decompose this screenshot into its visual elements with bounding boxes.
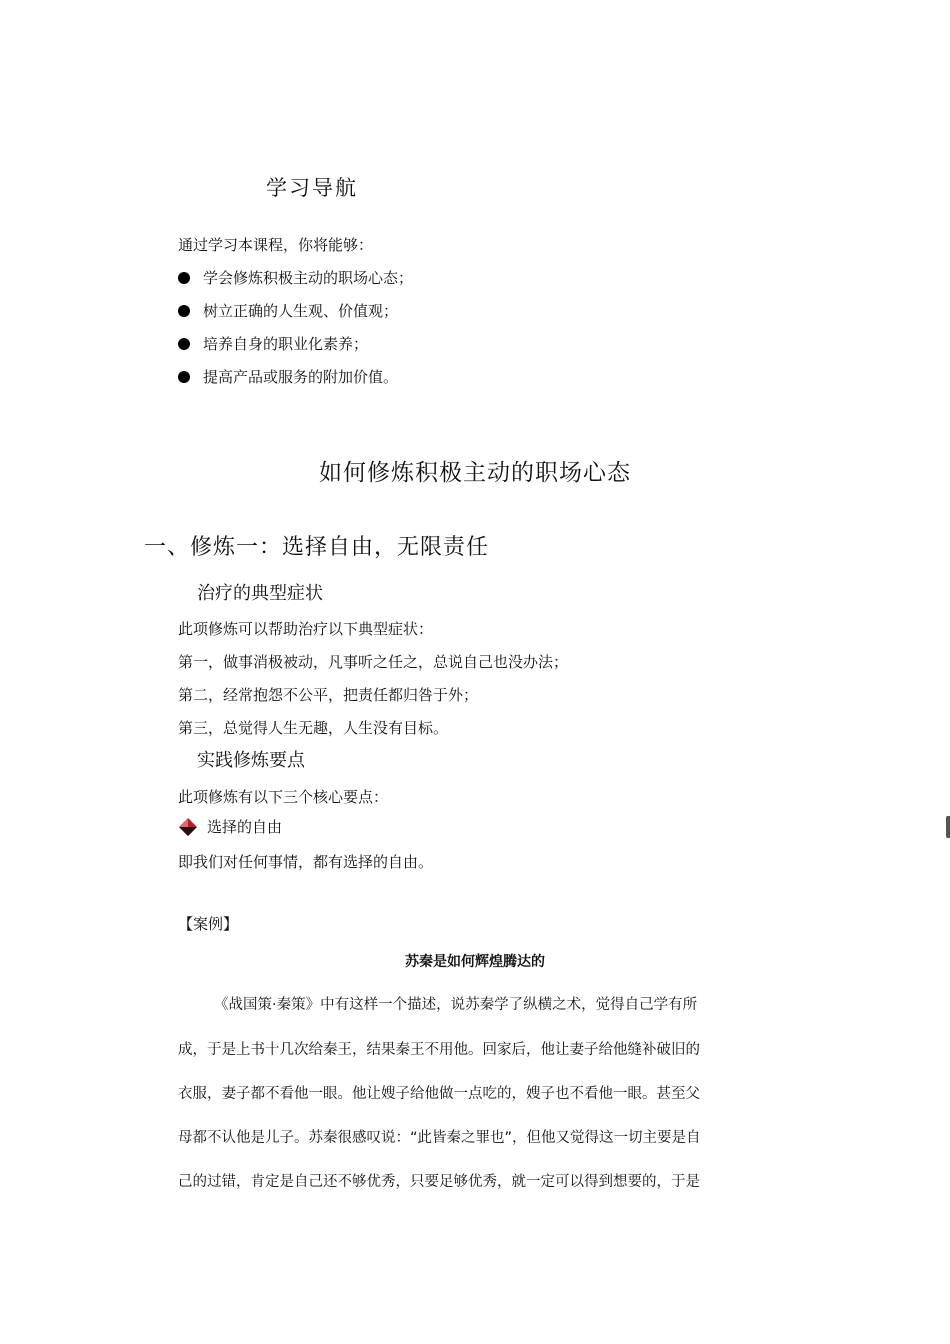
diamond-bullet-icon <box>178 817 198 837</box>
bullet-icon <box>178 338 190 350</box>
point-text: 即我们对任何事情，都有选择的自由。 <box>178 853 434 871</box>
bullet-icon <box>178 272 190 284</box>
bullet-icon <box>178 371 190 383</box>
symptom-line: 第一，做事消极被动，凡事听之任之，总说自己也没办法； <box>178 653 569 671</box>
nav-title: 学习导航 <box>266 176 358 200</box>
practice-heading: 实践修炼要点 <box>197 750 305 771</box>
case-label: 【案例】 <box>178 915 239 933</box>
bullet-icon <box>178 305 190 317</box>
case-paragraph-line: 衣服，妻子都不看他一眼。他让嫂子给他做一点吃的，嫂子也不看他一眼。甚至父 <box>178 1086 700 1102</box>
symptom-line: 第三，总觉得人生无趣，人生没有目标。 <box>178 719 449 737</box>
goal-text: 培养自身的职业化素养； <box>203 335 369 353</box>
goal-item <box>178 366 398 387</box>
case-paragraph-line: 《战国策·秦策》中有这样一个描述，说苏秦学了纵横之术，觉得自己学有所 <box>214 997 698 1013</box>
nav-intro: 通过学习本课程，你将能够： <box>178 236 374 254</box>
section-heading: 一、修炼一：选择自由，无限责任 <box>144 535 490 560</box>
case-paragraph-line: 成，于是上书十几次给秦王，结果秦王不用他。回家后，他让妻子给他缝补破旧的 <box>178 1042 700 1058</box>
main-title: 如何修炼积极主动的职场心态 <box>319 460 631 486</box>
case-paragraph-line: 母都不认他是儿子。苏秦很感叹说：“此皆秦之罪也”，但他又觉得这一切主要是自 <box>178 1130 701 1146</box>
goal-text: 树立正确的人生观、价值观； <box>203 302 399 320</box>
page-edge-mark <box>946 816 950 838</box>
practice-intro: 此项修炼有以下三个核心要点： <box>178 788 389 806</box>
goal-item <box>178 300 398 321</box>
case-title: 苏秦是如何辉煌腾达的 <box>405 954 545 970</box>
goal-text: 提高产品或服务的附加价值。 <box>203 368 399 386</box>
goal-item <box>178 267 413 288</box>
point-item <box>178 816 282 837</box>
point-label: 选择的自由 <box>207 818 283 836</box>
goal-text: 学会修炼积极主动的职场心态； <box>203 269 414 287</box>
symptoms-intro: 此项修炼可以帮助治疗以下典型症状： <box>178 620 434 638</box>
symptoms-heading: 治疗的典型症状 <box>197 583 323 604</box>
goal-item <box>178 333 368 354</box>
symptom-line: 第二，经常抱怨不公平，把责任都归咎于外； <box>178 686 479 704</box>
case-paragraph-line: 己的过错，肯定是自己还不够优秀，只要足够优秀，就一定可以得到想要的，于是 <box>178 1174 700 1190</box>
